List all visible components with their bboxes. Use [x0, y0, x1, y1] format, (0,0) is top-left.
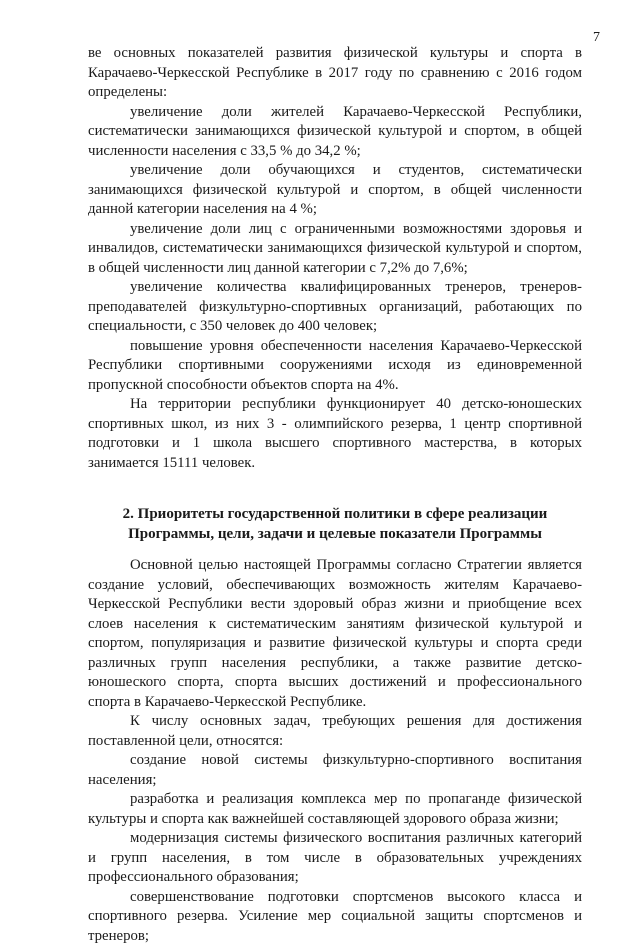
task-item: совершенствование подготовки спортсменов высокого класса и спортивного резерва. Усиление мер социальной защиты спортсменов и тренеров; — [88, 888, 582, 946]
indicator-item: повышение уровня обеспеченности населения Карачаево-Черкесской Республики спортивными сооружениями исходя из единовременной пропускной способности объектов спорта на 4%. — [88, 337, 582, 396]
section-heading-line: Программы, цели, задачи и целевые показатели Программы — [88, 525, 582, 545]
section-heading-line: 2. Приоритеты государственной политики в сфере реализации — [88, 505, 582, 525]
task-item: разработка и реализация комплекса мер по пропаганде физической культуры и спорта как важнейшей составляющей здорового образа жизни; — [88, 790, 582, 829]
indicator-item: увеличение доли жителей Карачаево-Черкесской Республики, систематически занимающихся физической культурой и спортом, в общей численности населения с 33,5 % до 34,2 %; — [88, 103, 582, 162]
indicator-item: увеличение доли обучающихся и студентов, систематически занимающихся физической культурой и спортом, в общей численности данной категории населения на 4 %; — [88, 161, 582, 220]
indicator-item: увеличение доли лиц с ограниченными возможностями здоровья и инвалидов, систематически занимающихся физической культурой и спортом, в общей численности лиц данной категории с 7,2% до 7,6%; — [88, 220, 582, 279]
task-item: создание новой системы физкультурно-спортивного воспитания населения; — [88, 751, 582, 790]
indicator-item: увеличение количества квалифицированных тренеров, тренеров-преподавателей физкультурно-спортивных организаций, работающих по специальности, с 350 человек до 400 человек; — [88, 278, 582, 337]
paragraph-intro: ве основных показателей развития физической культуры и спорта в Карачаево-Черкесской Республике в 2017 году по сравнению с 2016 годом определены: — [88, 44, 582, 103]
section-heading — [88, 505, 582, 544]
document-body — [88, 44, 582, 946]
paragraph-schools: На территории республики функционирует 40 детско-юношеских спортивных школ, из них 3 - олимпийского резерва, 1 центр спортивной подготовки и 1 школа высшего спортивного мастерства, в которых занимается 15111 человек. — [88, 395, 582, 473]
task-item: модернизация системы физического воспитания различных категорий и групп населения, в том числе в образовательных учреждениях профессионального образования; — [88, 829, 582, 888]
paragraph-tasks-intro: К числу основных задач, требующих решения для достижения поставленной цели, относятся: — [88, 712, 582, 751]
paragraph-goal: Основной целью настоящей Программы согласно Стратегии является создание условий, обеспечивающих возможность жителям Карачаево-Черкесской Республики вести здоровый образ жизни и приобщение всех слоев населения к систематическим занятиям физической культурой и спортом, популяризация и развитие физической культуры и спорта среди различных групп населения республики, а также развитие детско-юношеского спорта, спорта высших достижений и профессионального спорта в Карачаево-Черкесской Республике. — [88, 556, 582, 712]
page-number: 7 — [593, 30, 600, 46]
